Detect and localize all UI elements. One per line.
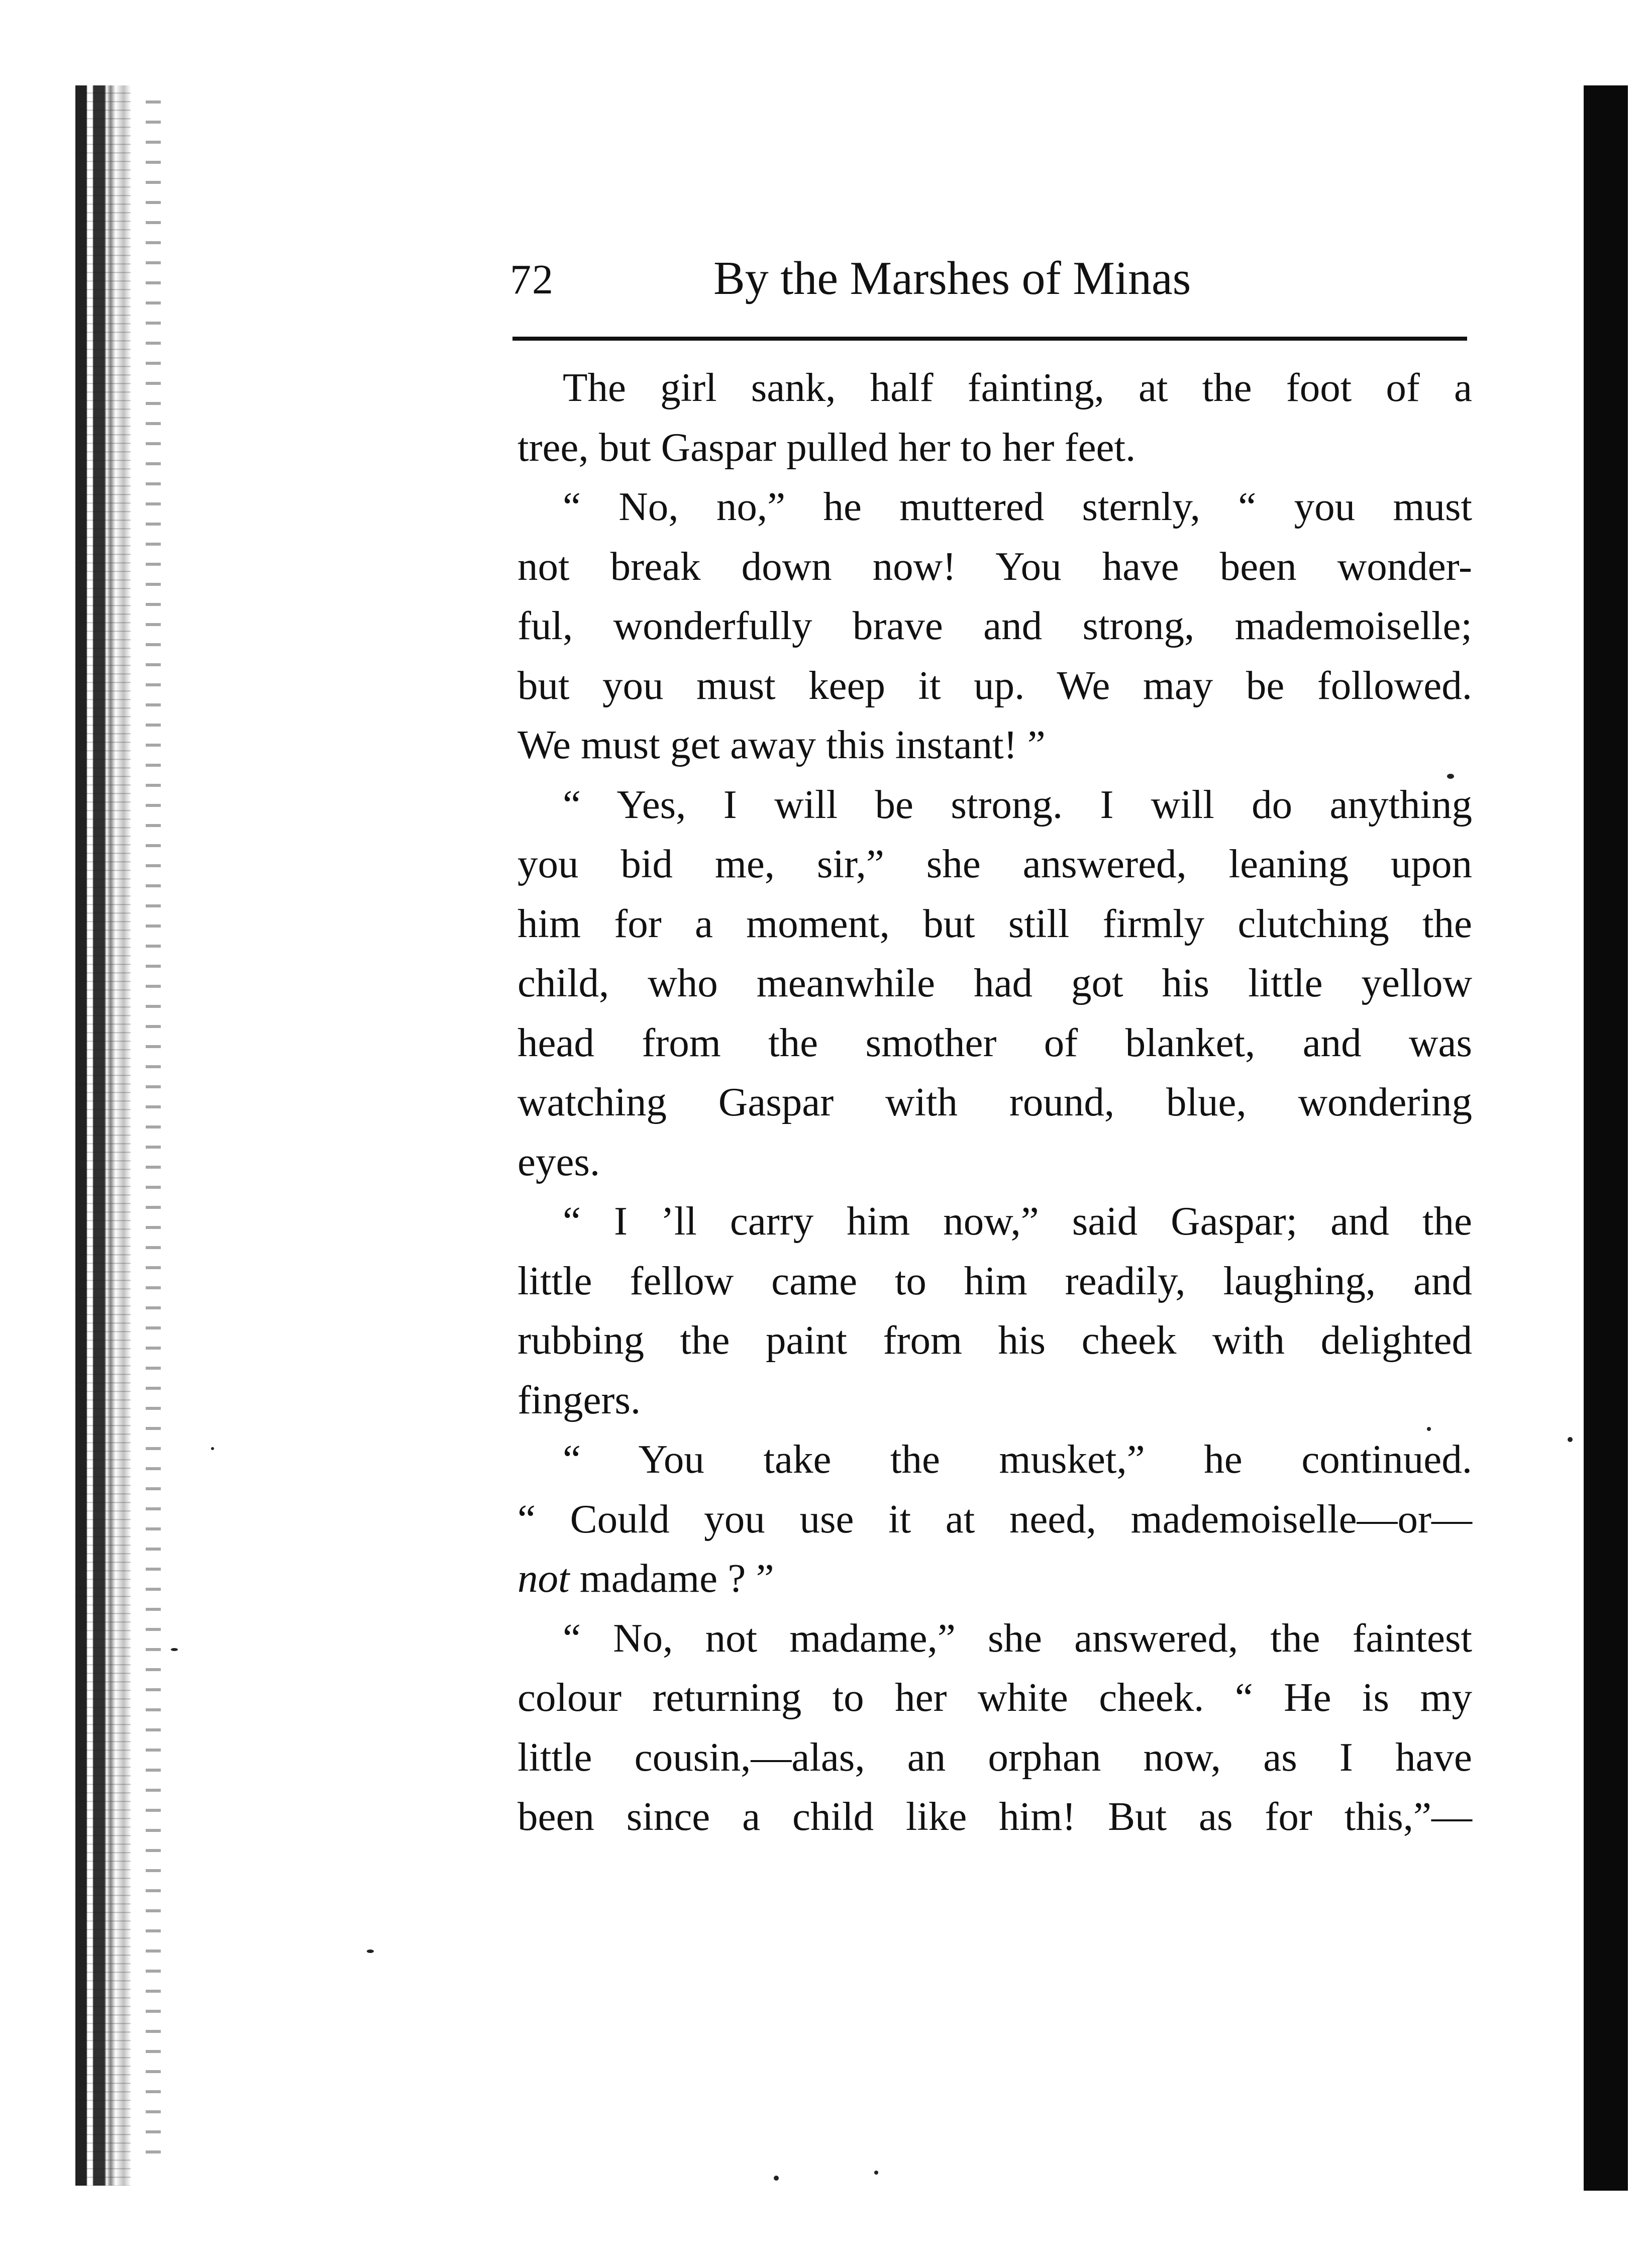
scan-speck (171, 1648, 178, 1651)
text-line: watching Gaspar with round, blue, wondering (518, 1079, 1472, 1124)
text-fragment: madame ? ” (569, 1556, 774, 1601)
italic-word: not (518, 1556, 570, 1601)
scan-binding-left (75, 85, 131, 2186)
text-line: “ I ’ll carry him now,” said Gaspar; and the (563, 1198, 1472, 1244)
text-line: little fellow came to him readily, laughing, and (518, 1258, 1472, 1303)
scan-speck (874, 2171, 878, 2175)
running-title: By the Marshes of Minas (713, 252, 1191, 304)
text-line: tree, but Gaspar pulled her to her feet. (518, 424, 1136, 470)
text-line (518, 1549, 1472, 1608)
page-body (518, 358, 1472, 1846)
text-line: ful, wonderfully brave and strong, mademoiselle; (518, 603, 1472, 648)
text-line: you bid me, sir,” she answered, leaning upon (518, 841, 1472, 886)
text-line: child, who meanwhile had got his little yellow (518, 960, 1472, 1005)
text-line: “ You take the musket,” he continued. (563, 1436, 1472, 1482)
scan-speck (774, 2176, 779, 2181)
text-line: little cousin,—alas, an orphan now, as I have (518, 1734, 1472, 1780)
text-line: We must get away this instant! ” (518, 722, 1046, 767)
text-line: head from the smother of blanket, and was (518, 1019, 1472, 1065)
text-line: The girl sank, half fainting, at the foot of a (563, 365, 1472, 410)
page-number: 72 (510, 256, 554, 303)
scan-speck (367, 1949, 374, 1953)
text-line: him for a moment, but still firmly clutching the (518, 900, 1472, 946)
scan-binding-left-shadow (146, 100, 161, 2171)
text-line: but you must keep it up. We may be followed. (518, 662, 1472, 708)
header-rule (512, 337, 1467, 341)
text-line: been since a child like him! But as for this,”— (518, 1794, 1472, 1839)
scan-binding-right (1584, 85, 1628, 2191)
text-line: rubbing the paint from his cheek with delighted (518, 1317, 1472, 1363)
text-line: “ No, no,” he muttered sternly, “ you must (563, 484, 1472, 529)
text-line: “ Yes, I will be strong. I will do anything (563, 781, 1472, 827)
scan-speck (1447, 774, 1454, 779)
scan-speck (1568, 1437, 1573, 1442)
text-line: not break down now! You have been wonder- (518, 543, 1472, 589)
text-line: “ Could you use it at need, mademoiselle—or— (518, 1496, 1472, 1542)
text-line: colour returning to her white cheek. “ He is my (518, 1675, 1472, 1720)
text-line: eyes. (518, 1139, 600, 1184)
text-line: fingers. (518, 1377, 641, 1422)
scan-speck (1427, 1427, 1431, 1431)
scan-speck (211, 1447, 214, 1450)
text-line: “ No, not madame,” she answered, the faintest (563, 1615, 1472, 1661)
